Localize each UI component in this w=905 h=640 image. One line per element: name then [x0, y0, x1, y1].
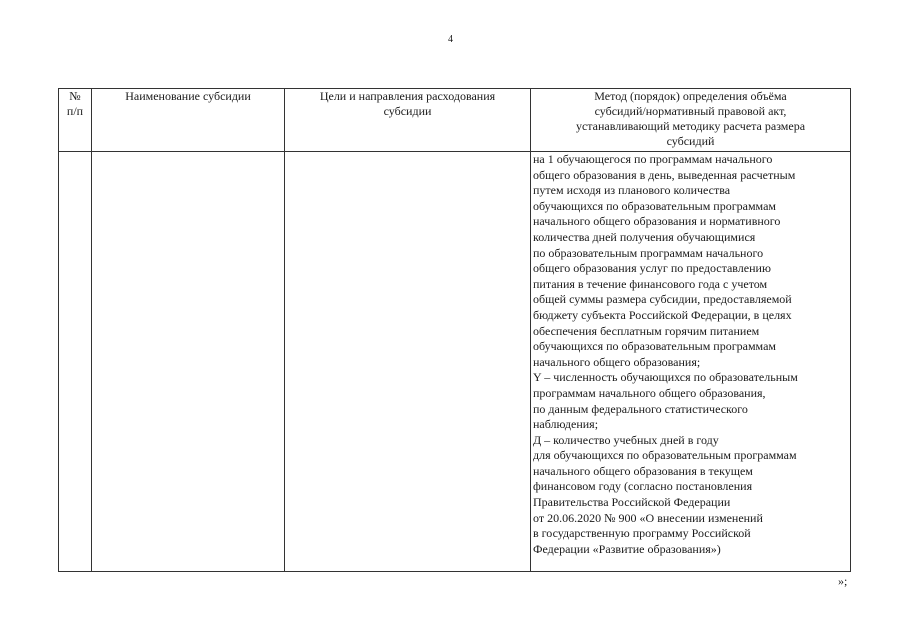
method-line: обеспечения бесплатным горячим питанием: [533, 323, 760, 338]
method-line: бюджету субъекта Российской Федерации, в целях: [533, 307, 792, 322]
method-line: Y – численность обучающихся по образовательным: [533, 370, 798, 385]
method-line: количества дней получения обучающимися: [533, 229, 756, 244]
method-line: наблюдения;: [533, 417, 599, 432]
method-line: обучающихся по образовательным программам: [533, 339, 776, 354]
method-line: по данным федерального статистического: [533, 401, 748, 416]
closing-quote-mark: »;: [838, 574, 848, 588]
cell-subsidy-name: [92, 152, 285, 572]
method-line: в государственную программу Российской: [533, 526, 751, 541]
method-line: на 1 обучающегося по программам начального: [533, 152, 773, 166]
header-number: [59, 89, 92, 152]
method-line: финансовом году (согласно постановления: [533, 479, 753, 494]
method-line: обучающихся по образовательным программам: [533, 198, 776, 213]
cell-method: [531, 152, 851, 572]
method-line: путем исходя из планового количества: [533, 183, 731, 198]
method-line: от 20.06.2020 № 900 «О внесении изменений: [533, 510, 763, 525]
header-number-line: п/п: [66, 104, 84, 118]
header-method-line: субсидий: [666, 134, 715, 148]
subsidy-table: [58, 88, 851, 572]
header-goals-line: субсидии: [383, 104, 432, 118]
header-method-line: устанавливающий методику расчета размера: [575, 119, 806, 133]
header-goals-line: Цели и направления расходования: [319, 89, 496, 103]
cell-number: [59, 152, 92, 572]
header-method-line: субсидий/нормативный правовой акт,: [594, 104, 787, 118]
cell-goals: [285, 152, 531, 572]
header-subsidy-name: [92, 89, 285, 152]
table-row: [59, 152, 851, 572]
method-line: Федерации «Развитие образования»): [533, 541, 721, 556]
method-line: программам начального общего образования,: [533, 385, 766, 400]
header-subsidy-name-line: Наименование субсидии: [125, 89, 251, 103]
method-line: по образовательным программам начального: [533, 245, 764, 260]
method-line: начального общего образования;: [533, 354, 701, 369]
method-line: питания в течение финансового года с учетом: [533, 276, 768, 291]
header-method: [531, 89, 851, 152]
method-line: для обучающихся по образовательным программам: [533, 448, 797, 463]
header-goals: [285, 89, 531, 152]
header-number-line: №: [69, 89, 81, 103]
method-line: общего образования услуг по предоставлению: [533, 261, 771, 276]
method-line: начального общего образования в текущем: [533, 463, 753, 478]
method-line: Д – количество учебных дней в году: [533, 432, 719, 447]
header-method-line: Метод (порядок) определения объёма: [594, 89, 787, 103]
table-header-row: [59, 89, 851, 152]
method-line: Правительства Российской Федерации: [533, 495, 731, 510]
method-line: начального общего образования и нормативного: [533, 214, 781, 229]
method-text: [531, 152, 850, 557]
method-line: общего образования в день, выведенная расчетным: [533, 167, 796, 182]
page-number: 4: [448, 34, 453, 45]
method-line: общей суммы размера субсидии, предоставляемой: [533, 292, 792, 307]
